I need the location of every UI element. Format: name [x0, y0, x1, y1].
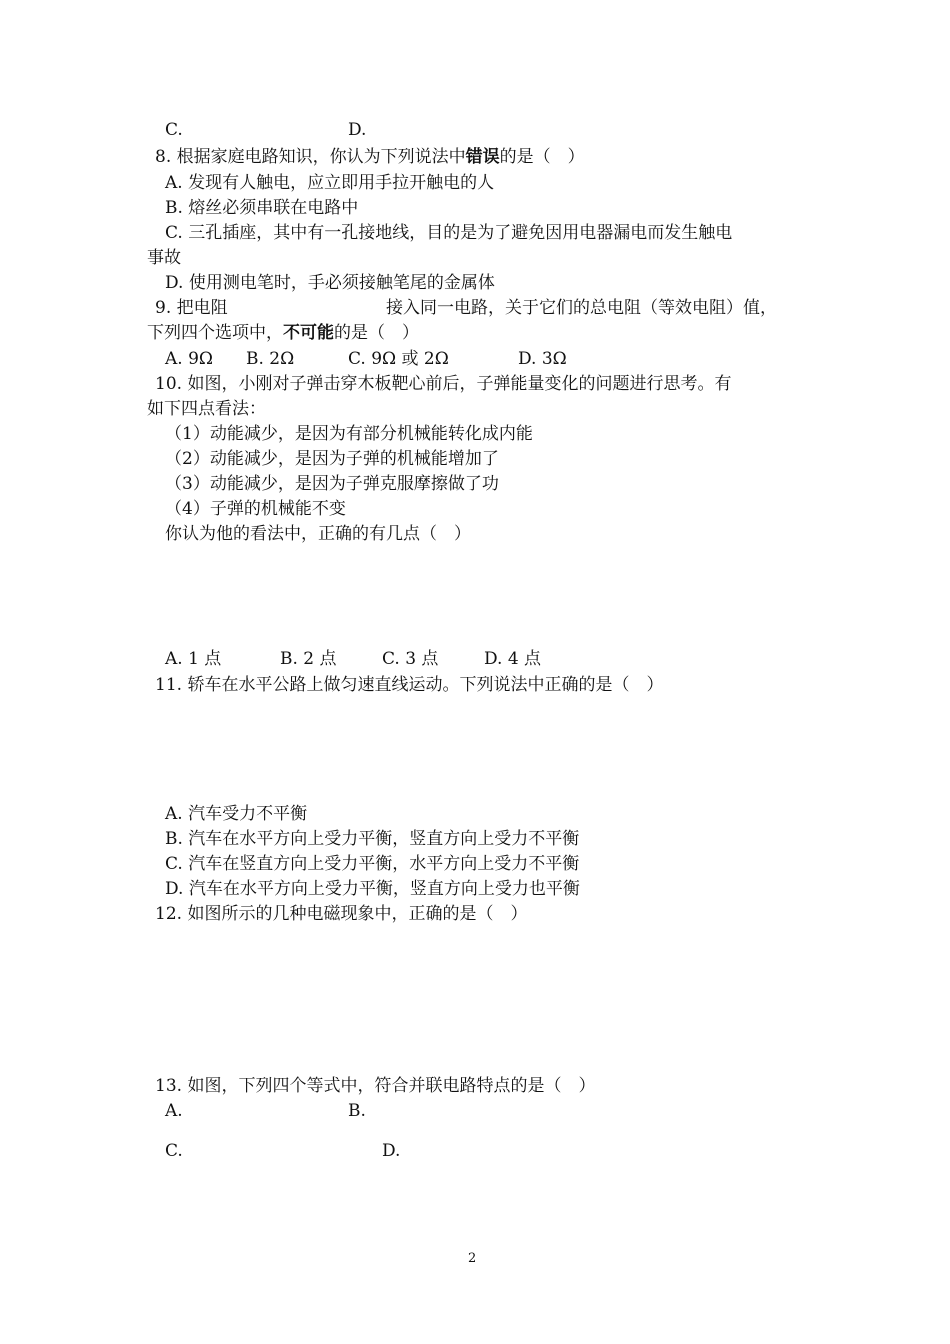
q7-option-d: D. [348, 120, 367, 140]
q7-option-c: C. [165, 120, 183, 140]
q9-stem-end: 接入同一电路，关于它们的总电阻（等效电阻）值， [386, 298, 777, 318]
q13-option-b: B. [348, 1101, 366, 1121]
q10-point-2: （2）动能减少，是因为子弹的机械能增加了 [165, 449, 499, 469]
q8-option-d: D. 使用测电笔时，手必须接触笔尾的金属体 [165, 273, 495, 293]
q11-option-b: B. 汽车在水平方向上受力平衡，竖直方向上受力不平衡 [165, 829, 580, 849]
q9-option-c: C. 9Ω 或 2Ω [348, 349, 449, 369]
q10-question: 你认为他的看法中，正确的有几点（ ） [165, 524, 471, 544]
q10-point-3: （3）动能减少，是因为子弹克服摩擦做了功 [165, 474, 499, 494]
q8-stem: 8. 根据家庭电路知识，你认为下列说法中错误的是（ ） [155, 147, 585, 167]
q10-stem-cont: 如下四点看法： [147, 399, 266, 419]
q12-stem: 12. 如图所示的几种电磁现象中，正确的是（ ） [155, 904, 528, 924]
q13-option-a: A. [165, 1101, 183, 1121]
q8-option-c: C. 三孔插座，其中有一孔接地线，目的是为了避免因用电器漏电而发生触电 [165, 223, 733, 243]
q10-option-c: C. 3 点 [382, 649, 439, 669]
page-number: 2 [468, 1251, 477, 1266]
q11-option-c: C. 汽车在竖直方向上受力平衡，水平方向上受力不平衡 [165, 854, 580, 874]
q13-stem: 13. 如图，下列四个等式中，符合并联电路特点的是（ ） [155, 1076, 596, 1096]
q13-option-d: D. [382, 1141, 401, 1161]
q10-point-4: （4）子弹的机械能不变 [165, 499, 346, 519]
q9-stem-start: 9. 把电阻 [155, 298, 228, 318]
q9-option-b: B. 2Ω [246, 349, 295, 369]
q9-option-d: D. 3Ω [518, 349, 567, 369]
q10-point-1: （1）动能减少，是因为有部分机械能转化成内能 [165, 424, 533, 444]
q13-option-c: C. [165, 1141, 183, 1161]
q10-option-a: A. 1 点 [165, 649, 222, 669]
q9-stem-emphasis: 不可能 [283, 323, 334, 343]
q8-option-a: A. 发现有人触电，应立即用手拉开触电的人 [165, 173, 495, 193]
q11-option-d: D. 汽车在水平方向上受力平衡，竖直方向上受力也平衡 [165, 879, 580, 899]
q10-option-d: D. 4 点 [484, 649, 542, 669]
q9-stem-line2: 下列四个选项中，不可能的是（ ） [147, 323, 419, 343]
q9-option-a: A. 9Ω [165, 349, 213, 369]
q8-stem-emphasis: 错误 [465, 147, 500, 167]
q8-option-c-cont: 事故 [147, 248, 181, 268]
q8-option-b: B. 熔丝必须串联在电路中 [165, 198, 359, 218]
q11-stem: 11. 轿车在水平公路上做匀速直线运动。下列说法中正确的是（ ） [155, 675, 664, 695]
q11-option-a: A. 汽车受力不平衡 [165, 804, 308, 824]
q10-stem: 10. 如图，小刚对子弹击穿木板靶心前后，子弹能量变化的问题进行思考。有 [155, 374, 732, 394]
q10-option-b: B. 2 点 [280, 649, 337, 669]
